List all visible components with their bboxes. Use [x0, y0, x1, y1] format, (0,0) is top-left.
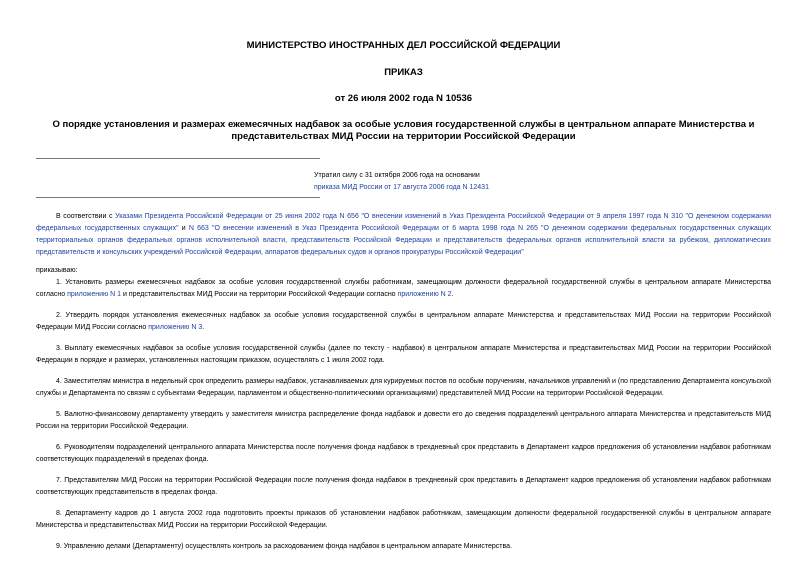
appendix-2-link[interactable]: приложению N 2 — [397, 291, 452, 298]
ministry-heading: МИНИСТЕРСТВО ИНОСТРАННЫХ ДЕЛ РОССИЙСКОЙ ФЕДЕРАЦИИ — [246, 40, 561, 51]
document-type: ПРИКАЗ — [384, 67, 423, 78]
annulment-link[interactable]: приказа МИД России от 17 августа 2006 года N 12431 — [314, 184, 489, 191]
divider-bottom — [36, 197, 320, 198]
annulment-text: Утратил силу с 31 октября 2006 года на основании — [314, 172, 480, 179]
paragraph-5: 5. Валютно-финансовому департаменту утвердить у заместителя министра распределение фонда надбавок и довести его до сведения подразделений центрального аппарата Министерства и представительств МИД России на территории Российской Федерации. — [36, 411, 771, 430]
divider-top — [36, 158, 320, 159]
paragraph-6: 6. Руководителям подразделений центрального аппарата Министерства после получения фонда надбавок в трехдневный срок представить в Департамент кадров предложения об установлении надбавок работникам соответствующих подразделений в пределах фонда. — [36, 444, 771, 463]
document-title: О порядке установления и размерах ежемесячных надбавок за особые условия государственной службы в центральном аппарате Министерства и представительствах МИД России на территории Российской Федерации — [52, 119, 755, 142]
paragraph-1 — [36, 277, 771, 301]
preamble-link-decree-663[interactable]: N 663 "О внесении изменений в Указ Президента Российской Федерации от 6 марта 1998 года N 265 "О денежном содержании федеральных государственных служащих территориальных органов федеральных органов исполнительной власти, представительств Российской Федерации и представительств федеральных органов исполнительной власти за рубежом, дипломатических представительств и консульских учреждений Российской Федерации, аппаратов федеральных судов и органов прокуратуры Российской Федерации" — [36, 225, 771, 256]
paragraph-2-text-1: 2. Утвердить порядок установления ежемесячных надбавок за особые условия государственной службы в центральном аппарате Министерства и представительствах МИД России на территории Российской Федерации МИД России согласно — [36, 312, 771, 331]
paragraph-1-text-2: и представительствах МИД России на территории Российской Федерации согласно — [121, 291, 398, 298]
annulment-note — [314, 170, 514, 194]
paragraph-9: 9. Управлению делами (Департаменту) осуществлять контроль за расходованием фонда надбавок в центральном аппарате Министерства. — [56, 543, 512, 550]
preamble-text-2: и — [178, 225, 189, 232]
paragraph-8: 8. Департаменту кадров до 1 августа 2002 года подготовить проекты приказов об установлении надбавок работникам, замещающим должности федеральной государственной службы в центральном аппарате Министерства и представительствах МИД России на территории Российской Федерации. — [36, 510, 771, 529]
appendix-1-link[interactable]: приложению N 1 — [67, 291, 122, 298]
paragraph-7: 7. Представителям МИД России на территории Российской Федерации после получения фонда надбавок в трехдневный срок представить в Департамент кадров предложения об установлении надбавок работникам соответствующих представительств в пределах фонда. — [36, 477, 771, 496]
preamble-link-decree-656[interactable]: Указами Президента Российской Федерации от 25 июня 2002 года N 656 "О внесении изменений в Указ Президента Российской Федерации от 9 апреля 1997 года N 310 "О денежном содержании федеральных государственных служащих" — [36, 213, 771, 232]
paragraph-3: 3. Выплату ежемесячных надбавок за особые условия государственной службы (далее по тексту - надбавок) в центральном аппарате Министерства и представительствах МИД России на территории Российской Федерации в порядке и размерах, установленных настоящим приказом, осуществлять с 1 июля 2002 года. — [36, 345, 771, 364]
paragraph-1-text-1: 1. Установить размеры ежемесячных надбавок за особые условия государственной службы работникам, замещающим должности федеральной государственной службы в центральном аппарате Министерства согласно — [36, 279, 771, 298]
orders-word: приказываю: — [36, 267, 78, 274]
paragraph-2 — [36, 310, 771, 334]
paragraph-1-text-3: . — [451, 291, 454, 298]
preamble-text-1: В соответствии с — [56, 213, 116, 220]
appendix-3-link[interactable]: приложению N 3 — [148, 324, 203, 331]
preamble-paragraph — [36, 211, 771, 259]
paragraph-4: 4. Заместителям министра в недельный срок определить размеры надбавок, устанавливаемых для курируемых постов по особым поручениям, начальников управлений и (по представлению Департамента консульской службы и Департамента по связям с субъектами Федерации, парламентом и общественно-политическими организациями) представителей МИД России на территории Российской Федерации. — [36, 378, 771, 397]
paragraph-2-text-2: . — [202, 324, 205, 331]
document-date-number: от 26 июля 2002 года N 10536 — [334, 93, 473, 104]
